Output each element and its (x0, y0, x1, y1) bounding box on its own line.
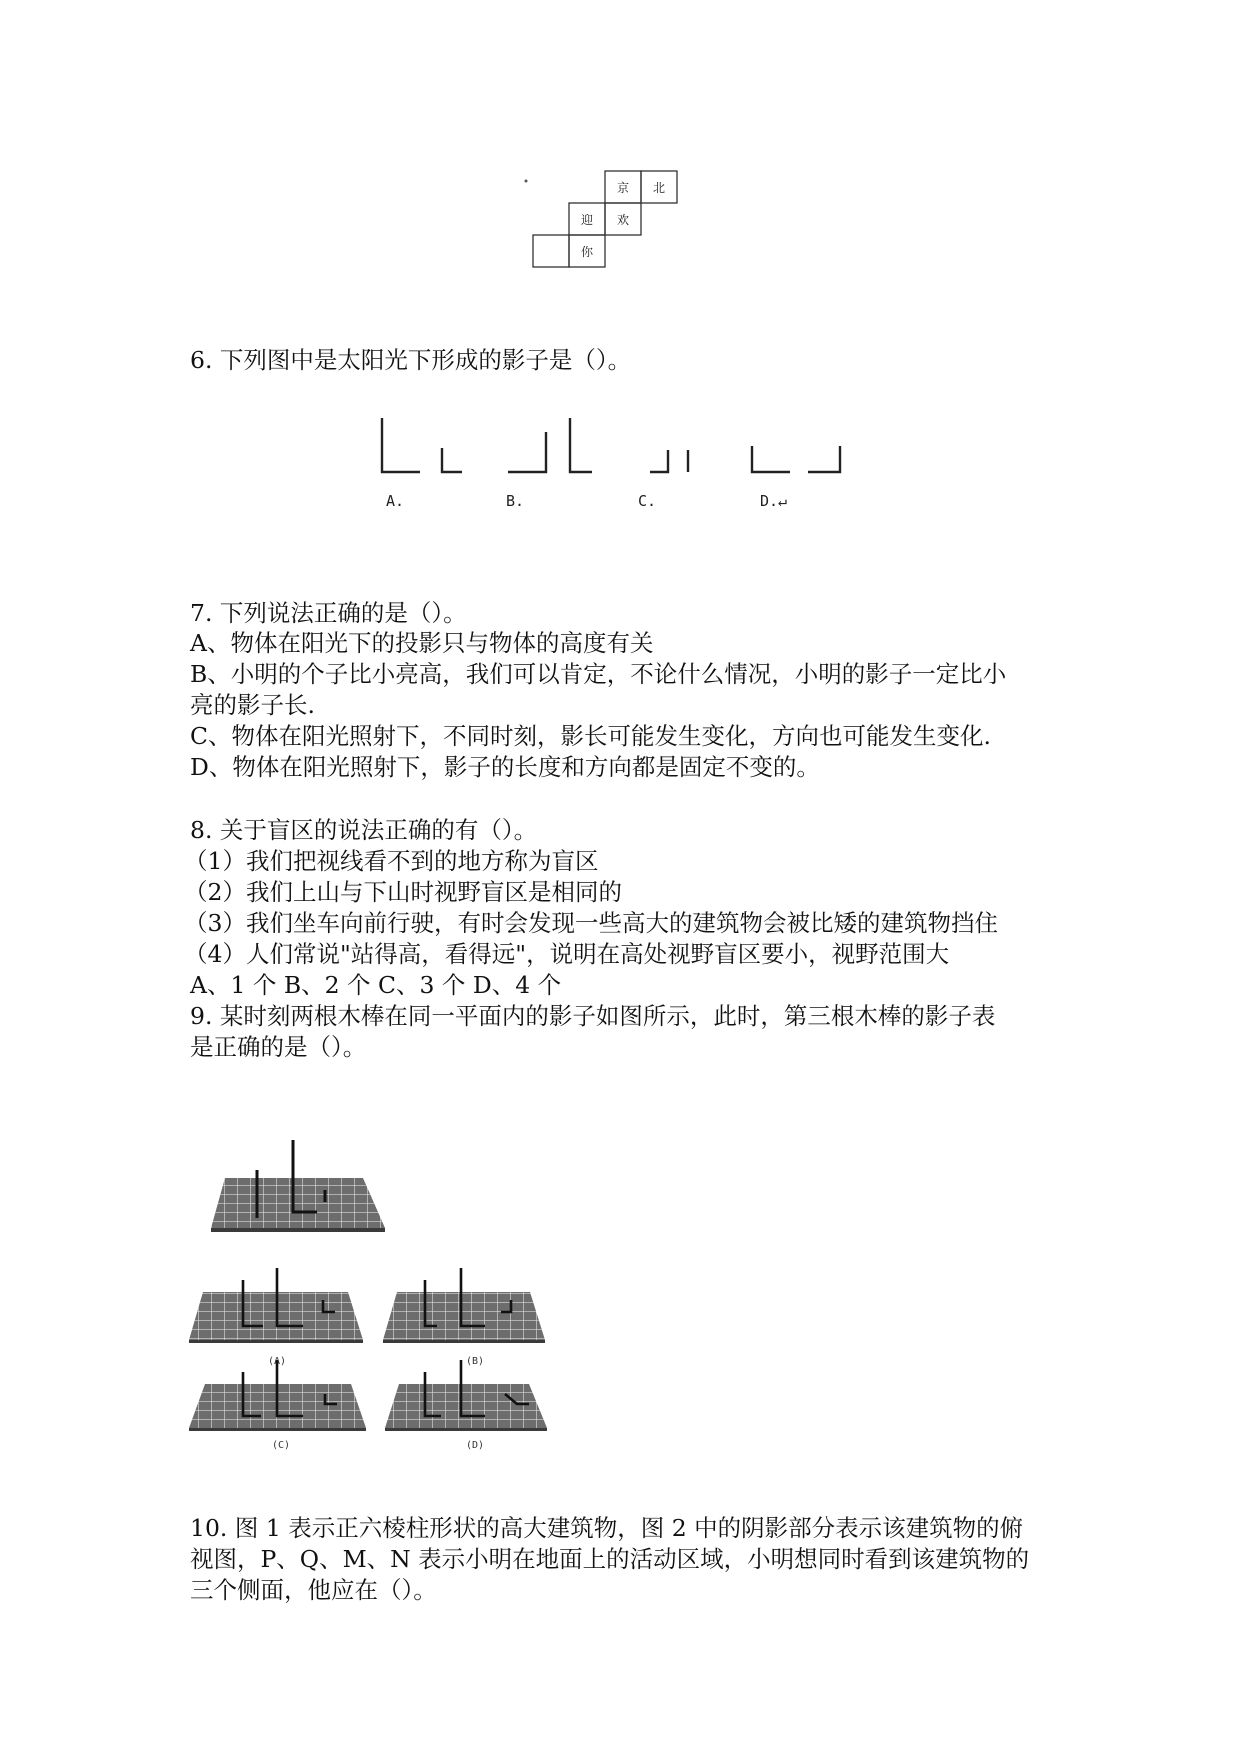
q6-option-c-label: C. (638, 492, 657, 510)
q6-shadow-options-figure (370, 410, 860, 520)
q6-option-b-label: B. (506, 492, 525, 510)
q10-line2: 视图，P、Q、M、N 表示小明在地面上的活动区域，小明想同时看到该建筑物的 (190, 1545, 1030, 1573)
q8-options: A、1 个 B、2 个 C、3 个 D、4 个 (190, 971, 562, 999)
q8-question: 8. 关于盲区的说法正确的有（）。 (190, 816, 538, 844)
net-cell-3: 迎 (580, 213, 594, 227)
q8-statement-2: （2）我们上山与下山时视野盲区是相同的 (184, 878, 622, 906)
q9-label-c: (C) (271, 1440, 291, 1450)
q6-option-a-label: A. (386, 492, 405, 510)
q7-option-b-line1: B、小明的个子比小亮高，我们可以肯定，不论什么情况，小明的影子一定比小 (190, 660, 1007, 688)
q7-option-a: A、物体在阳光下的投影只与物体的高度有关 (190, 629, 654, 657)
q7-option-d: D、物体在阳光照射下，影子的长度和方向都是固定不变的。 (190, 753, 820, 781)
q8-statement-1: （1）我们把视线看不到的地方称为盲区 (184, 847, 599, 875)
q9-question-line1: 9. 某时刻两根木棒在同一平面内的影子如图所示，此时，第三根木棒的影子表 (190, 1002, 996, 1030)
q9-label-b: (B) (465, 1356, 485, 1367)
q9-option-a-figure (189, 1268, 363, 1367)
q10-line3: 三个侧面，他应在（）。 (190, 1576, 437, 1604)
q9-question-line2: 是正确的是（）。 (190, 1033, 367, 1061)
q7-question: 7. 下列说法正确的是（）。 (190, 599, 467, 627)
q6-question: 6. 下列图中是太阳光下形成的影子是（）。 (190, 346, 632, 374)
net-cell-4: 欢 (616, 213, 630, 227)
net-cell-5: 你 (580, 245, 594, 259)
q9-figure (185, 1140, 585, 1450)
q7-option-c: C、物体在阳光照射下，不同时刻，影长可能发生变化，方向也可能发生变化. (190, 722, 991, 750)
q9-option-c-figure (189, 1360, 366, 1450)
q10-line1: 10. 图 1 表示正六棱柱形状的高大建筑物，图 2 中的阴影部分表示该建筑物的俯 (190, 1514, 1024, 1542)
cube-net-figure (520, 165, 690, 275)
net-cell-1: 京 (616, 181, 630, 195)
q9-reference-figure (211, 1140, 385, 1232)
q9-option-b-figure (383, 1268, 545, 1367)
q8-statement-3: （3）我们坐车向前行驶，有时会发现一些高大的建筑物会被比矮的建筑物挡住 (184, 909, 998, 937)
net-cell-2: 北 (652, 181, 666, 195)
q6-option-d-label: D.↵ (760, 492, 788, 510)
q8-statement-4: （4）人们常说"站得高，看得远"，说明在高处视野盲区要小，视野范围大 (184, 940, 950, 968)
q9-label-d: (D) (465, 1440, 485, 1450)
q9-option-d-figure (385, 1360, 547, 1450)
q7-option-b-line2: 亮的影子长. (190, 691, 315, 719)
q9-label-a: (A) (267, 1356, 287, 1367)
